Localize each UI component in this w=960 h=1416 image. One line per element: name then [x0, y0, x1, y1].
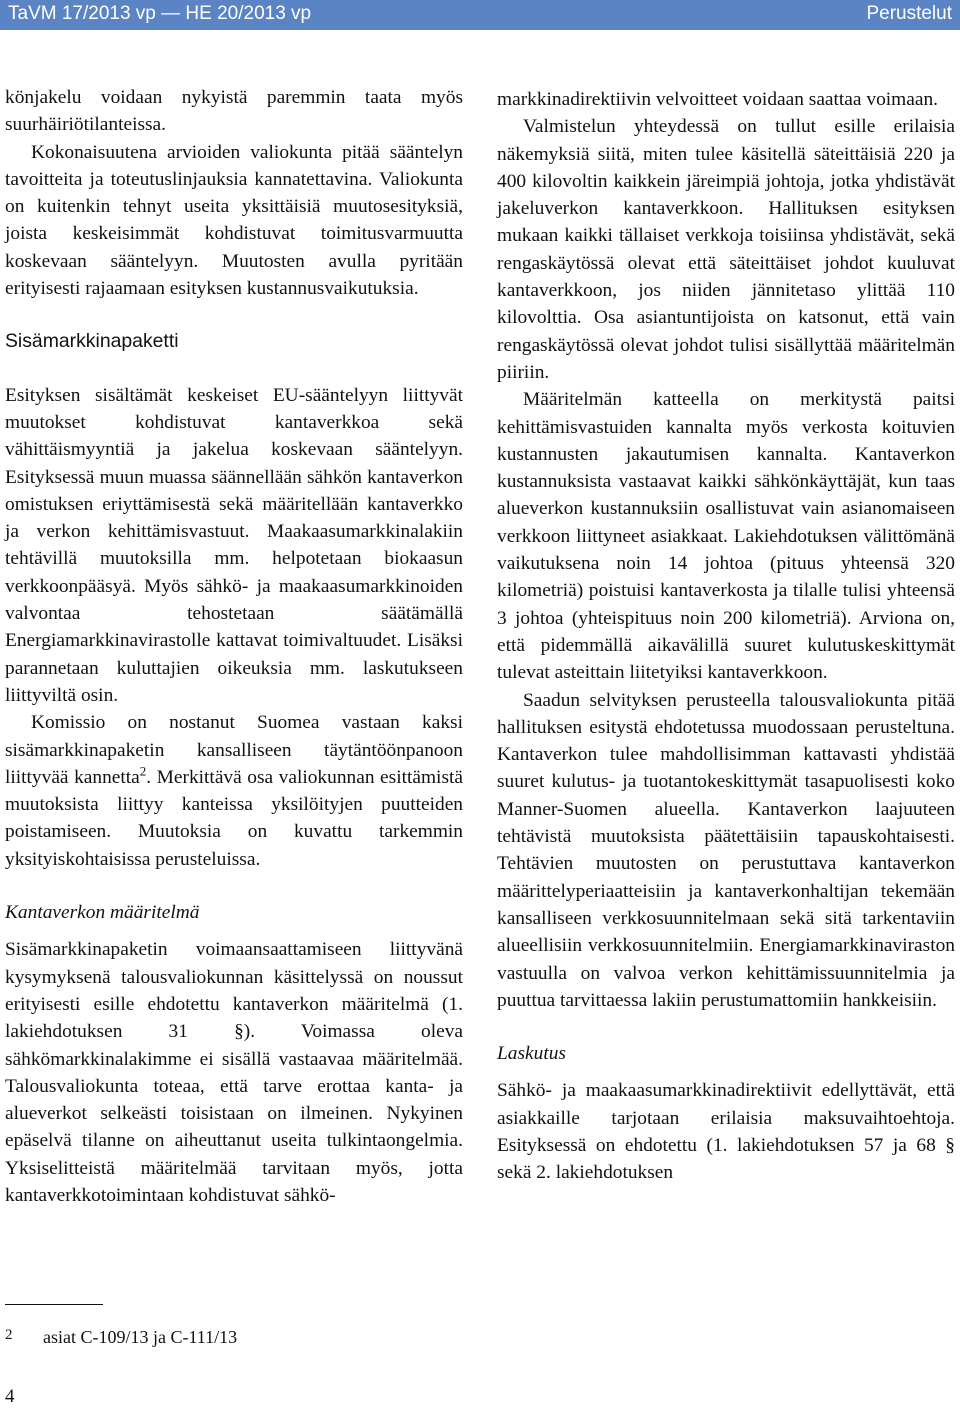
paragraph: könjakelu voidaan nykyistä paremmin taata myös suurhäiriötilanteissa. [5, 87, 463, 136]
section-heading: Sisämarkkinapaketti [5, 330, 179, 353]
footnote [5, 1325, 237, 1351]
right-column [497, 86, 955, 1187]
paragraph: Esityksen sisältämät keskeiset EU-sääntelyyn liittyvät muutokset kohdistuvat kantaverkkoa sekä vähittäismyyntiä ja jakelua koskevaan sääntelyyn. Esityksessä muun muassa säännellään sähkön kantaverkon omistuksen eriyttämisestä sekä määritellään kantaverkko ja verkon kehittämisvastuut. Maakaasumarkkinalakiin tehtävillä muutoksilla mm. helpotetaan biokaasun verkkoonpääsyä. Myös sähkö- ja maakaasumarkkinoiden valvontaa tehostetaan säätämällä Energiamarkkinavirastolle kattavat toimivaltuudet. Lisäksi parannetaan kuluttajien oikeuksia mm. laskutukseen liittyviltä osin. [5, 384, 463, 706]
subsection-heading: Kantaverkon määritelmä [5, 902, 200, 924]
left-column [5, 84, 463, 1209]
paragraph: Määritelmän katteella on merkitystä paitsi kehittämisvastuiden kannalta myös verkosta koituvien kustannusten jakautumisen kannalta. Kantaverkon kustannuksista vastaavat kaikki sähkönkäyttäjät, kun taas alueverkon kustannuksiin osallistuvat vain asianomaiseen verkkoon liittyneet asiakkaat. Lakiehdotuksen välittömänä vaikutuksena noin 14 johtoa (pituus yhteensä 320 kilometriä) poistuisi kantaverkosta ja tilalle tulisi yhteensä 3 johtoa (yhteispituus noin 200 kilometriä). Arviona on, että pidemmällä aikavälillä suuret kulutuskeskittymät tulevat asteittain liitetyiksi kantaverkkoon. [497, 389, 955, 684]
footnote-divider [5, 1304, 103, 1305]
header-section: Perustelut [866, 3, 952, 24]
paragraph-text: . Merkittävä osa valiokunnan esittämistä muutoksista liittyy kanteissa yksilöityjen puutteiden poistamiseen. Muutoksia on kuvattu tarkemmin yksityiskohtaisissa perusteluissa. [5, 766, 463, 870]
page-number: 4 [5, 1386, 15, 1407]
header-document-id: TaVM 17/2013 vp — HE 20/2013 vp [8, 3, 312, 24]
paragraph: Valmistelun yhteydessä on tullut esille erilaisia näkemyksiä siitä, miten tulee käsitellä säteittäisiä 220 ja 400 kilovoltin kaikkein järeimpiä johtoja, jotka yhdistävät jakeluverkon kantaverkkoon. Hallituksen esityksen mukaan kaikki tällaiset verkkoja toisiinsa yhdistävät, sekä rengaskäytössä olevat että säteittäiset johdot kuuluvat kantaverkkoon, jos niiden jännitetaso ylittää 110 kilovolttia. Osa asiantuntijoista on katsonut, että vain rengaskäytössä olevat johdot tulisi sisällyttää määritelmän piiriin. [497, 116, 955, 383]
paragraph: Saadun selvityksen perusteella talousvaliokunta pitää hallituksen esitystä ehdotetussa muodossaan perusteltuna. Kantaverkon tulee mahdollisimman kattavasti yhdistää suuret kulutus- ja tuotantokeskittymät tasapuolisesti koko Manner-Suomen alueella. Kantaverkon laajuuteen tehtävistä muutoksista päätettäisiin tapauskohtaisesti. Tehtävien muutosten on perustuttava kantaverkon määrittelyperiaatteisiin ja kantaverkonhaltijan tekemään kansalliseen verkkosuunnitelmaan sekä sitä tarkentaviin alueellisiin verkkosuunnitelmiin. Energiamarkkinaviraston vastuulla on valvoa verkon kehittämissuunnitelmia ja puuttua tarvittaessa lakiin perustumattomiin hankkeisiin. [497, 689, 955, 1011]
paragraph [5, 709, 463, 873]
paragraph: Sähkö- ja maakaasumarkkinadirektiivit edellyttävät, että asiakkaille tarjotaan erilaisia maksuvaihtoehtoja. Esityksessä on ehdotettu (1. lakiehdotuksen 57 ja 68 § sekä 2. lakiehdotuksen [497, 1080, 955, 1184]
paragraph-text: Komissio on nostanut Suomea vastaan kaksi sisämarkkinapaketin kansalliseen täytäntöönpanoon liittyvää kannetta [5, 712, 463, 788]
paragraph: Kokonaisuutena arvioiden valiokunta pitää sääntelyn tavoitteita ja toteutuslinjauksia kannatettavina. Valiokunta on kuitenkin tehnyt useita yksittäisiä muutosesityksiä, joista keskeisimmät kohdistuvat toimitusvarmuutta koskevaan sääntelyyn. Muutosten avulla pyritään erityisesti rajaamaan esityksen kustannusvaikutuksia. [5, 141, 463, 300]
running-header [0, 0, 960, 30]
footnote-number: 2 [5, 1327, 13, 1343]
subsection-heading: Laskutus [497, 1043, 566, 1065]
footnote-ref: 2 [139, 763, 147, 779]
paragraph: Sisämarkkinapaketin voimaansaattamiseen liittyvänä kysymyksenä talousvaliokunnan käsittelyssä on noussut erityisesti esille ehdotettu kantaverkon määritelmä (1. lakiehdotuksen 31 §). Voimassa oleva sähkömarkkinalakimme ei sisällä vastaavaa määritelmää. Talousvaliokunta toteaa, että tarve erottaa kanta- ja alueverkot selkeästi toisistaan on ilmeinen. Nykyinen epäselvä tilanne on aiheuttanut useita tulkintaongelmia. Yksiselitteistä määritelmää tarvitaan myös, jotta kantaverkkotoimintaan kohdistuvat sähkö- [5, 939, 463, 1206]
footnote-text: asiat C-109/13 ja C-111/13 [43, 1327, 238, 1347]
paragraph: markkinadirektiivin velvoitteet voidaan saattaa voimaan. [497, 89, 938, 110]
